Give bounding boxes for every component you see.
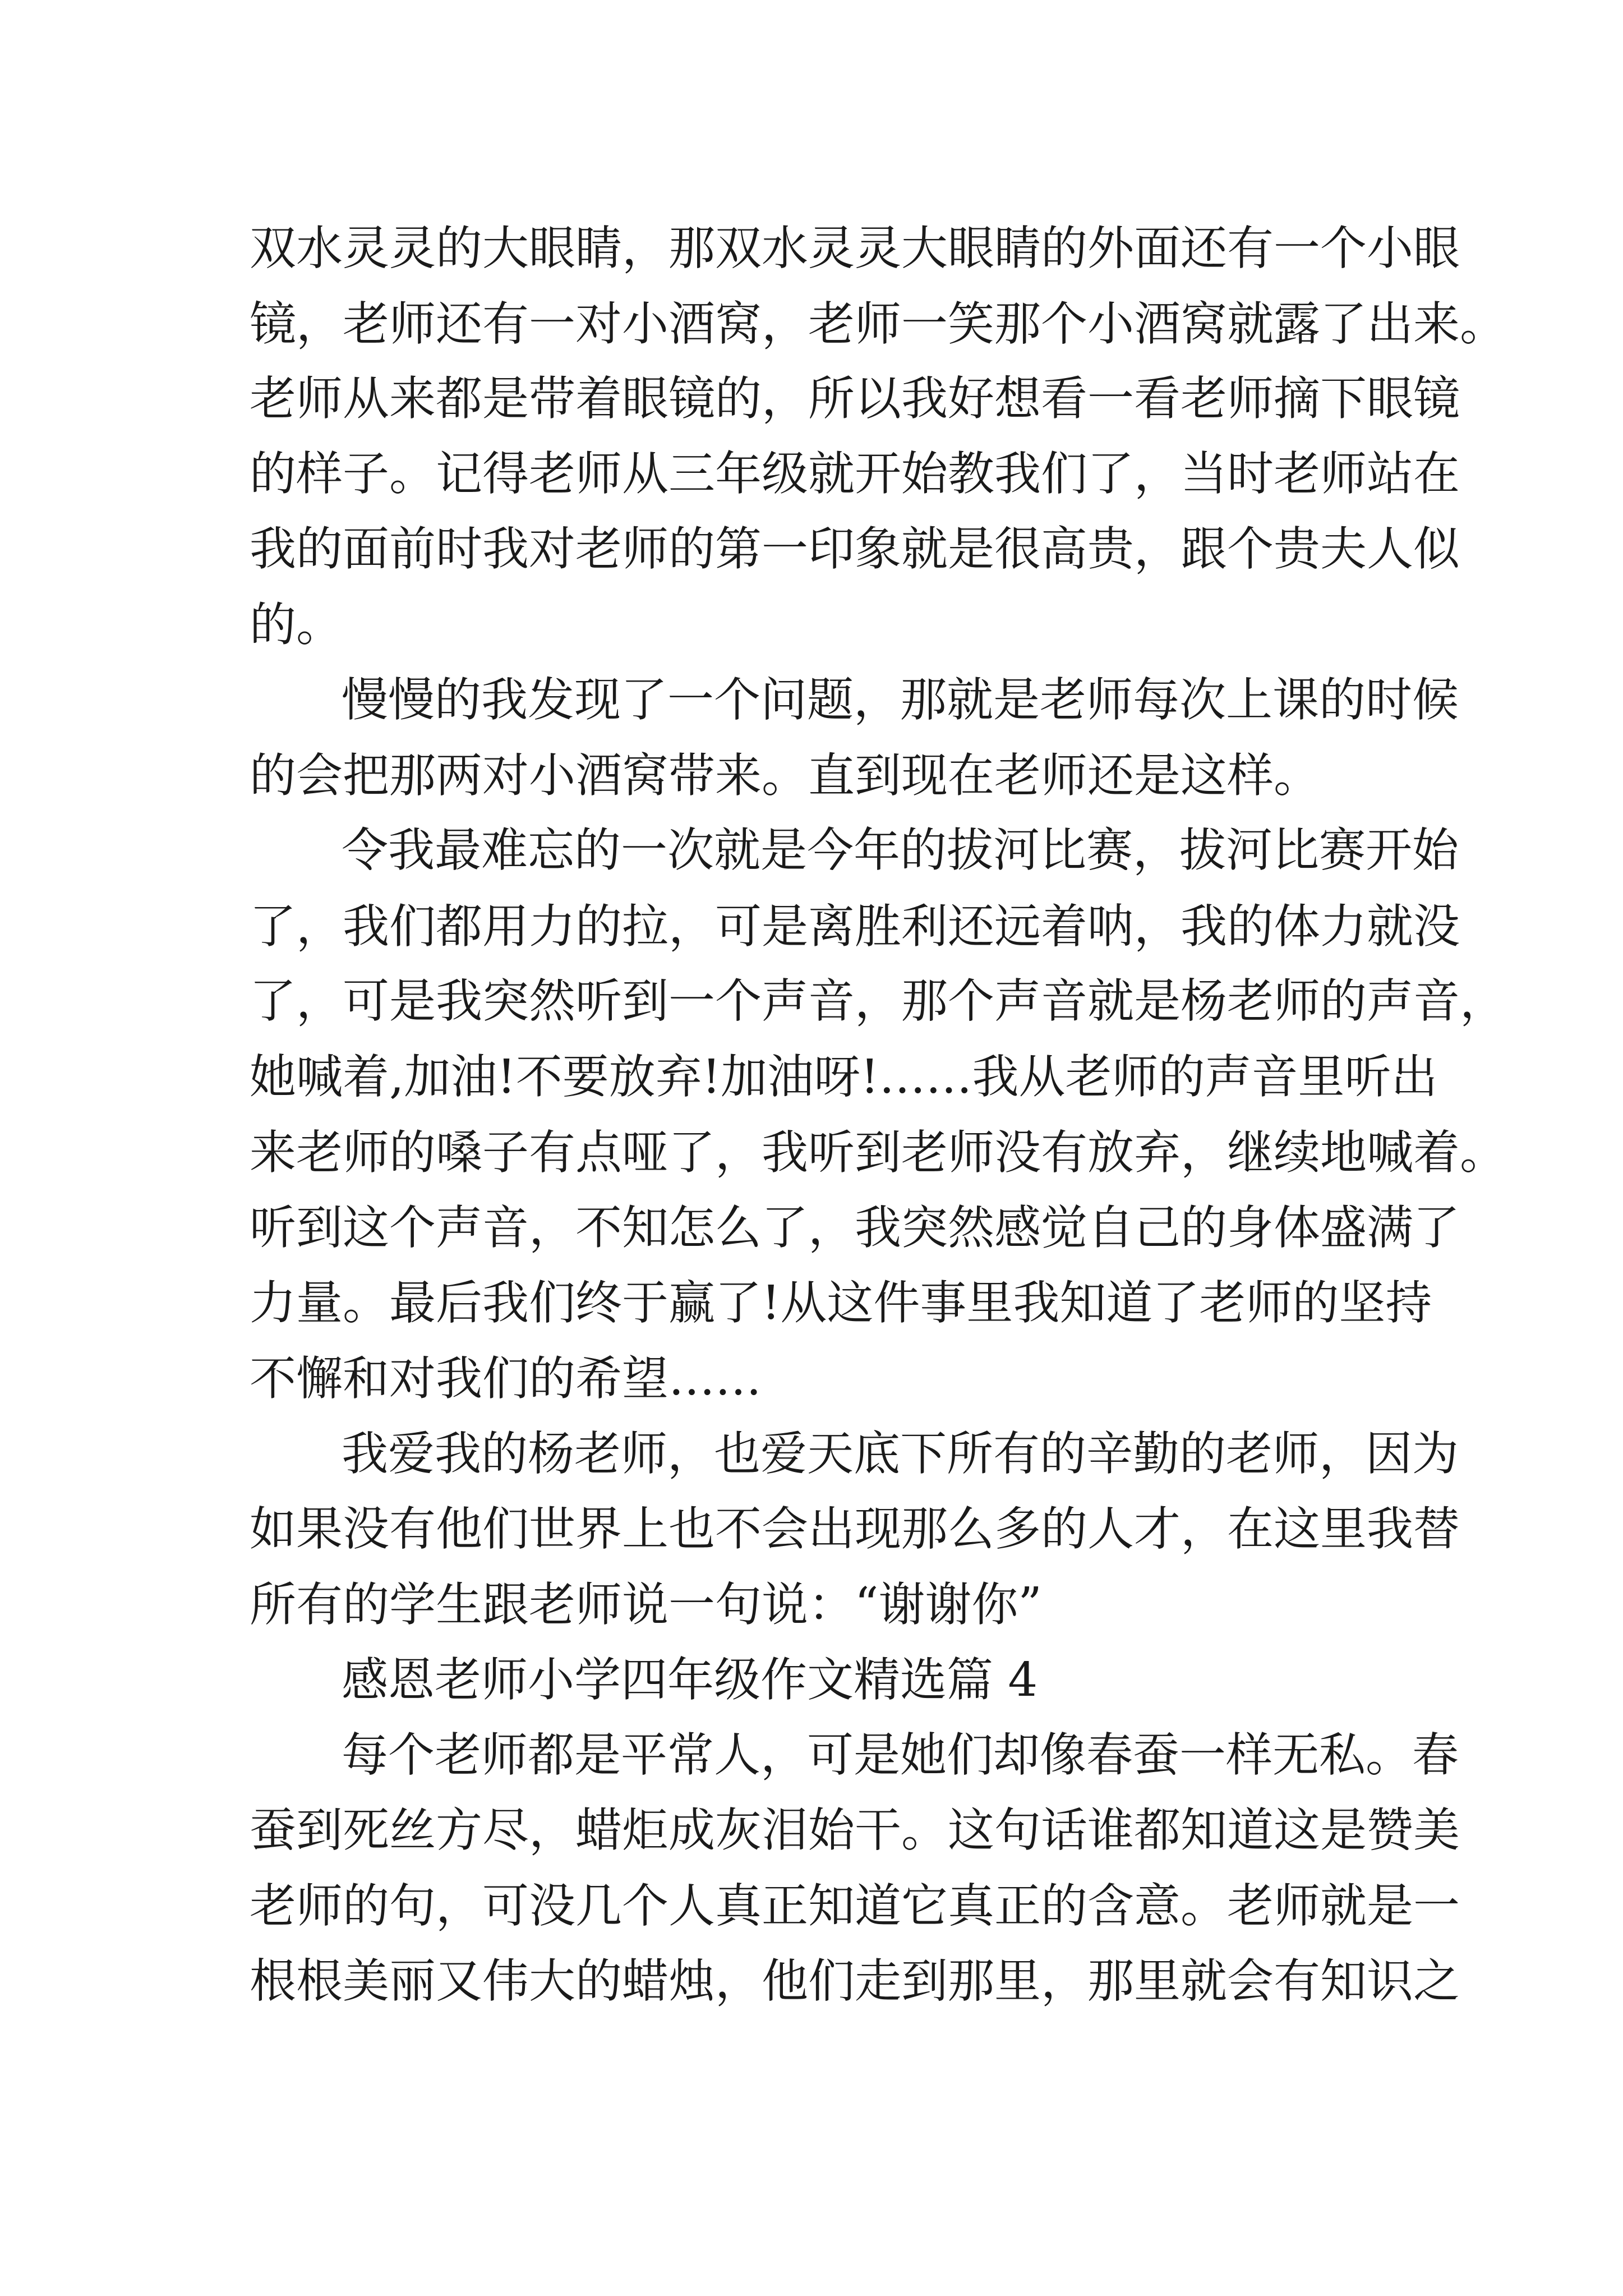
- paragraph-first-line: 每个老师都是平常人，可是她们却像春蚕一样无私。春: [342, 1728, 1459, 1782]
- text-line: 了，可是我突然听到一个声音，那个声音就是杨老师的声音，: [250, 974, 1506, 1028]
- text-line: 力量。最后我们终于赢了!从这件事里我知道了老师的坚持: [250, 1276, 1432, 1330]
- text-line: 老师从来都是带着眼镜的，所以我好想看一看老师摘下眼镜: [250, 371, 1460, 426]
- text-line: 老师的句，可没几个人真正知道它真正的含意。老师就是一: [250, 1879, 1460, 1933]
- text-line: 我的面前时我对老师的第一印象就是很高贵，跟个贵夫人似: [250, 522, 1460, 576]
- text-line: 镜，老师还有一对小酒窝，老师一笑那个小酒窝就露了出来。: [250, 297, 1506, 351]
- paragraph-first-line: 慢慢的我发现了一个问题，那就是老师每次上课的时候: [342, 673, 1459, 727]
- text-line: 双水灵灵的大眼睛，那双水灵灵大眼睛的外面还有一个小眼: [250, 221, 1460, 275]
- text-line: 根根美丽又伟大的蜡烛，他们走到那里，那里就会有知识之: [250, 1954, 1460, 2008]
- text-line: 的样子。记得老师从三年级就开始教我们了，当时老师站在: [250, 447, 1460, 501]
- paragraph-first-line: 我爱我的杨老师，也爱天底下所有的辛勤的老师，因为: [342, 1427, 1459, 1481]
- text-line: 如果没有他们世界上也不会出现那么多的人才，在这里我替: [250, 1502, 1460, 1556]
- text-line: 她喊着,加油!不要放弃!加油呀!……我从老师的声音里听出: [250, 1050, 1438, 1104]
- text-line: 来老师的嗓子有点哑了，我听到老师没有放弃，继续地喊着。: [250, 1125, 1506, 1180]
- text-line: 所有的学生跟老师说一句说：“谢谢你”: [250, 1577, 1042, 1632]
- text-line: 了，我们都用力的拉，可是离胜利还远着呐，我的体力就没: [250, 899, 1460, 954]
- text-line: 的。: [250, 597, 343, 652]
- text-line: 不懈和对我们的希望……: [250, 1351, 762, 1406]
- text-line: 听到这个声音，不知怎么了，我突然感觉自己的身体盛满了: [250, 1200, 1460, 1255]
- section-heading: 感恩老师小学四年级作文精选篇 4: [342, 1653, 1038, 1707]
- text-line: 的会把那两对小酒窝带来。直到现在老师还是这样。: [250, 748, 1320, 803]
- text-line: 蚕到死丝方尽，蜡炬成灰泪始干。这句话谁都知道这是赞美: [250, 1803, 1460, 1857]
- paragraph-first-line: 令我最难忘的一次就是今年的拔河比赛，拔河比赛开始: [342, 823, 1459, 877]
